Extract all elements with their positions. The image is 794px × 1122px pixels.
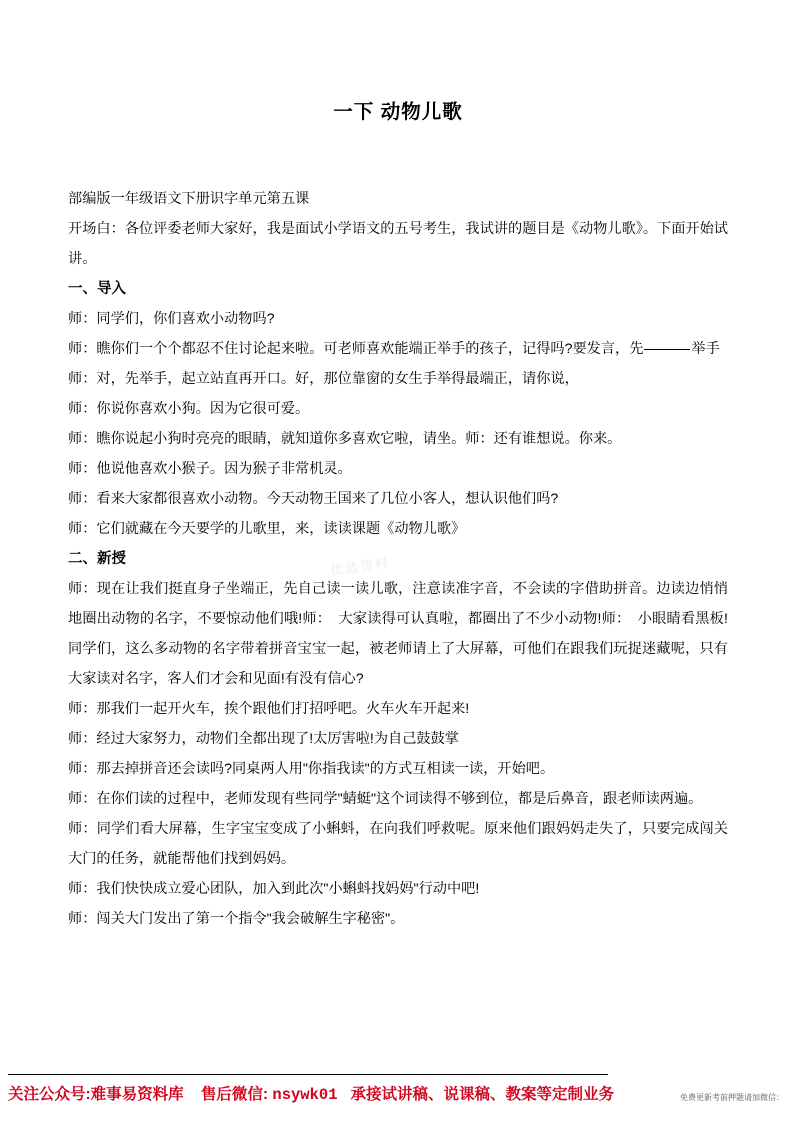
footer-promo — [8, 1082, 614, 1104]
section-heading-2: 二、新授 — [68, 551, 126, 567]
footer-wechat-id: nsywk01 — [272, 1086, 338, 1104]
page-title: 一下 动物儿歌 — [333, 101, 463, 123]
footer-divider — [8, 1074, 608, 1075]
page-footer — [0, 1070, 794, 1122]
footer-promo-prefix: 关注公众号:难事易资料库 — [8, 1086, 184, 1103]
section2-para-1: 师：现在让我们挺直身子坐端正，先自己读一读儿歌，注意读准字音，不会读的字借助拼音。边读边悄悄地圈出动物的名字，不要惊动他们哦!师： 大家读得可认真啦，都圈出了不少小动物!师： 小眼睛看黑板!同学们，这么多动物的名字带着拼音宝宝一起，被老师请上了大屏幕，可他们在跟我们玩捉迷藏呢，只有大家读对名字，客人们才会和见面!有没有信心? — [68, 581, 728, 687]
section1-para-8: 师：它们就藏在今天要学的儿歌里，来，读读课题《动物儿歌》 — [68, 521, 466, 537]
section1-para-7: 师：看来大家都很喜欢小动物。今天动物王国来了几位小客人，想认识他们吗? — [68, 491, 559, 507]
section1-para-5: 师：瞧你说起小狗时亮亮的眼睛，就知道你多喜欢它啦，请坐。师：还有谁想说。你来。 — [68, 431, 622, 447]
section2-para-8: 师：闯关大门发出了第一个指令"我会破解生字秘密"。 — [68, 911, 405, 927]
intro-line-2: 开场白：各位评委老师大家好，我是面试小学语文的五号考生，我试讲的题目是《动物儿歌》。下面开始试讲。 — [68, 221, 728, 267]
section1-para-4: 师：你说你喜欢小狗。因为它很可爱。 — [68, 401, 310, 417]
section1-para-3: 师：对，先举手，起立站直再开口。好，那位靠窗的女生手举得最端正，请你说， — [68, 371, 579, 387]
footer-promo-suffix: 承接试讲稿、说课稿、教案等定制业务 — [350, 1086, 614, 1103]
section2-para-4: 师：那去掉拼音还会读吗?同桌两人用"你指我读"的方式互相读一读，开始吧。 — [68, 761, 555, 777]
section1-para-1: 师：同学们，你们喜欢小动物吗? — [68, 311, 275, 327]
footer-note: 免费更新考前押题请加微信： — [680, 1093, 784, 1102]
section2-para-2: 师：那我们一起开火车，挨个跟他们打招呼吧。火车火车开起来! — [68, 701, 470, 717]
fill-in-blank — [644, 349, 690, 350]
section2-para-7: 师：我们快快成立爱心团队，加入到此次"小蝌蚪找妈妈"行动中吧! — [68, 881, 480, 897]
section1-para-2: 师：瞧你们一个个都忍不住讨论起来啦。可老师喜欢能端正举手的孩子，记得吗?要发言，先 举手 — [68, 341, 720, 357]
section2-para-6: 师：同学们看大屏幕，生字宝宝变成了小蝌蚪，在向我们呼救呢。原来他们跟妈妈走失了，只要完成闯关大门的任务，就能帮他们找到妈妈。 — [68, 821, 728, 867]
footer-promo-mid: 售后微信: — [200, 1086, 269, 1103]
section1-para-6: 师：他说他喜欢小猴子。因为猴子非常机灵。 — [68, 461, 352, 477]
document-body — [68, 0, 728, 934]
section2-para-5: 师：在你们读的过程中，老师发现有些同学"蜻蜓"这个词读得不够到位，都是后鼻音，跟老师读两遍。 — [68, 791, 703, 807]
watermark: 优选资料 — [329, 554, 391, 579]
section2-para-3: 师：经过大家努力，动物们全都出现了!太厉害啦!为自己鼓鼓掌 — [68, 731, 459, 747]
intro-line-1: 部编版一年级语文下册识字单元第五课 — [68, 191, 310, 207]
section-heading-1: 一、导入 — [68, 281, 126, 297]
